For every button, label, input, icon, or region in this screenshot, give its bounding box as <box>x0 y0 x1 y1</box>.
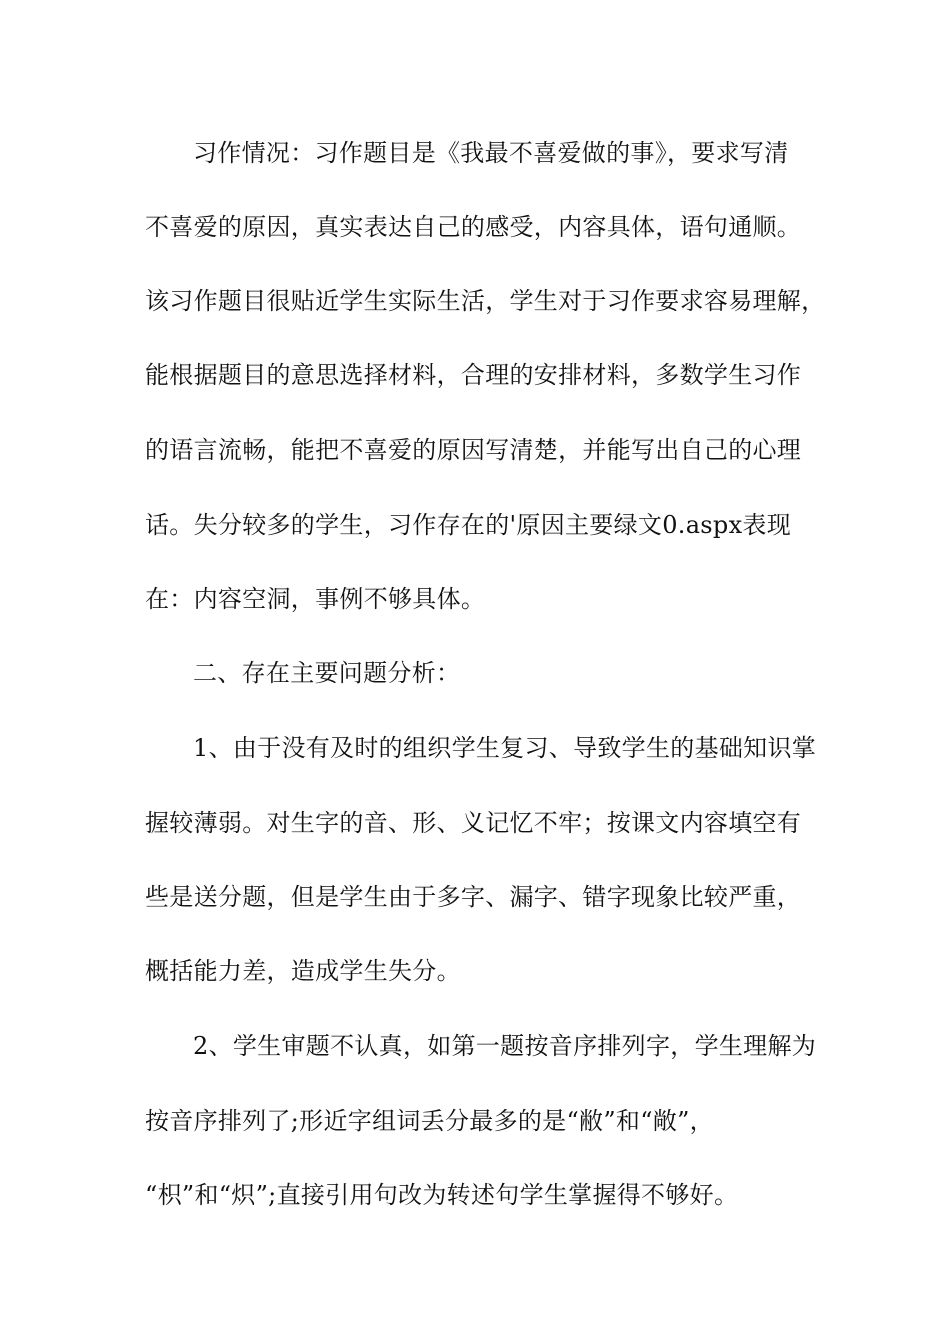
paragraph-line-6: 话。失分较多的学生，习作存在的'原因主要绿文0.aspx表现 <box>145 511 792 539</box>
paragraph-line-5: 的语言流畅，能把不喜爱的原因写清楚，并能写出自己的心理 <box>145 436 802 464</box>
paragraph-line-3: 该习作题目很贴近学生实际生活，学生对于习作要求容易理解， <box>145 287 826 315</box>
item-1-line-4: 概括能力差，造成学生失分。 <box>145 957 461 985</box>
item-1-line-1: 1、由于没有及时的组织学生复习、导致学生的基础知识掌 <box>193 734 817 762</box>
item-2-line-2: 按音序排列了;形近字组词丢分最多的是“敝”和“敞”， <box>145 1107 714 1135</box>
item-1-line-2: 握较薄弱。对生字的音、形、义记忆不牢；按课文内容填空有 <box>145 809 802 837</box>
item-2-line-1: 2、学生审题不认真，如第一题按音序排列字，学生理解为 <box>193 1032 817 1060</box>
item-2-line-3: “枳”和“炽”;直接引用句改为转述句学生掌握得不够好。 <box>145 1181 739 1209</box>
item-1-line-3: 些是送分题，但是学生由于多字、漏字、错字现象比较严重， <box>145 883 802 911</box>
paragraph-line-1: 习作情况：习作题目是《我最不喜爱做的事》，要求写清 <box>193 139 789 167</box>
paragraph-line-2: 不喜爱的原因，真实表达自己的感受，内容具体，语句通顺。 <box>145 213 802 241</box>
paragraph-line-4: 能根据题目的意思选择材料，合理的安排材料，多数学生习作 <box>145 361 802 389</box>
section-heading: 二、存在主要问题分析： <box>193 659 461 687</box>
paragraph-line-7: 在：内容空洞，事例不够具体。 <box>145 585 486 613</box>
